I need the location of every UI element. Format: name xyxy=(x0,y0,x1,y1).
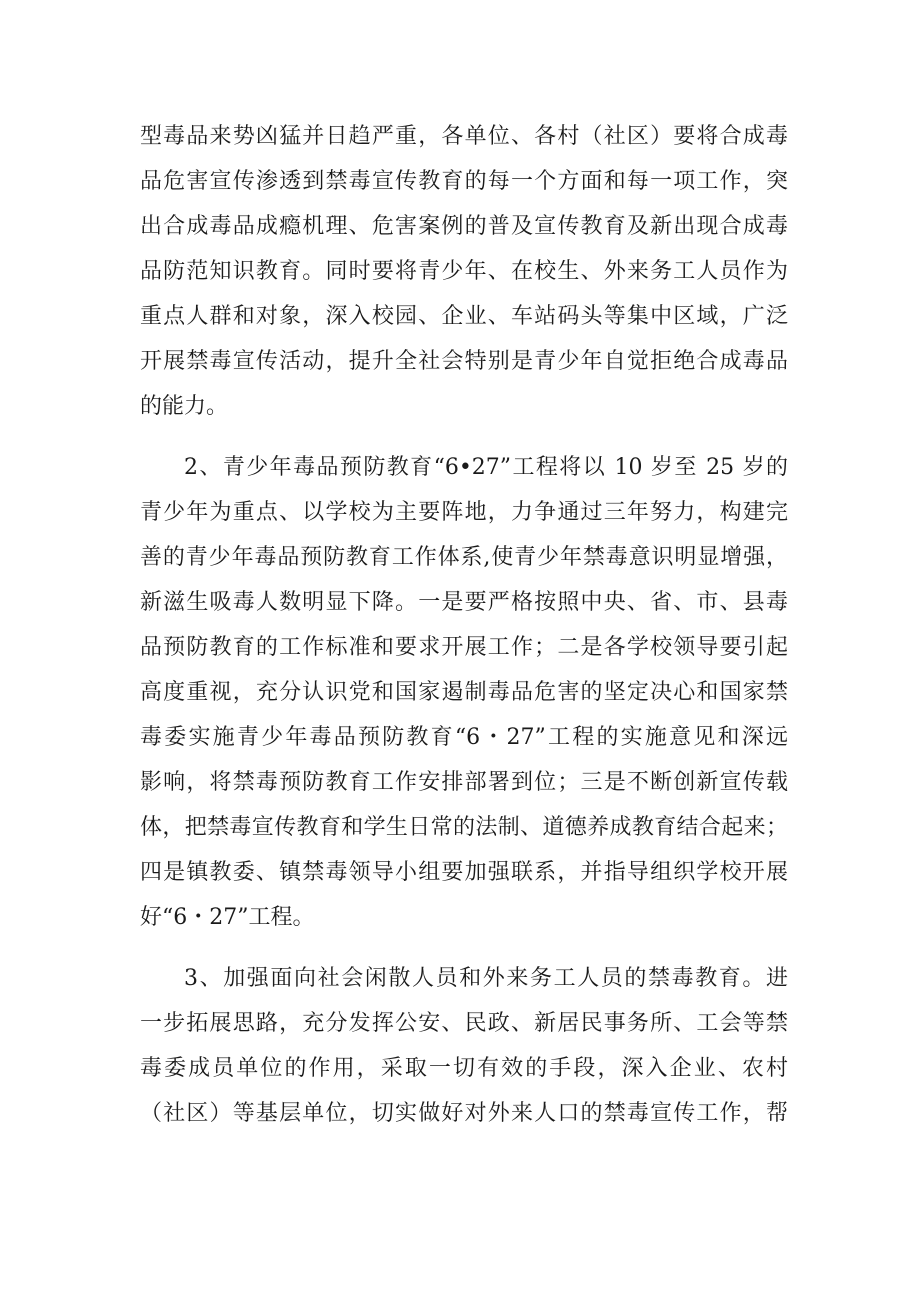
text-line: 影响，将禁毒预防教育工作安排部署到位；三是不断创新宣传载 xyxy=(140,770,788,795)
text-line: 开展禁毒宣传活动，提升全社会特别是青少年自觉拒绝合成毒品 xyxy=(140,349,788,374)
text-line: 出合成毒品成瘾机理、危害案例的普及宣传教育及新出现合成毒 xyxy=(140,214,788,239)
text-line: 高度重视，充分认识党和国家遏制毒品危害的坚定决心和国家禁 xyxy=(140,680,788,705)
text-line: 善的青少年毒品预防教育工作体系,使青少年禁毒意识明显增强， xyxy=(140,545,788,570)
text-line: 品预防教育的工作标准和要求开展工作；二是各学校领导要引起 xyxy=(140,635,788,660)
text-line: 体，把禁毒宣传教育和学生日常的法制、道德养成教育结合起来； xyxy=(140,815,788,840)
text-line: 好“6・27”工程。 xyxy=(140,905,315,930)
text-line: 毒委成员单位的作用，采取一切有效的手段，深入企业、农村 xyxy=(140,1056,788,1081)
text-line: 新滋生吸毒人数明显下降。一是要严格按照中央、省、市、县毒 xyxy=(140,590,788,615)
text-line: 毒委实施青少年毒品预防教育“6・27”工程的实施意见和深远 xyxy=(140,725,788,750)
text-line: 3、加强面向社会闲散人员和外来务工人员的禁毒教育。进 xyxy=(184,966,788,991)
text-line: 品防范知识教育。同时要将青少年、在校生、外来务工人员作为 xyxy=(140,259,788,284)
text-line: 的能力。 xyxy=(140,394,229,419)
text-line: 青少年为重点、以学校为主要阵地，力争通过三年努力，构建完 xyxy=(140,500,788,525)
text-line: 型毒品来势凶猛并日趋严重，各单位、各村（社区）要将合成毒 xyxy=(140,124,788,149)
text-line: 一步拓展思路，充分发挥公安、民政、新居民事务所、工会等禁 xyxy=(140,1011,788,1036)
text-line: （社区）等基层单位，切实做好对外来人口的禁毒宣传工作，帮 xyxy=(140,1101,788,1126)
text-line: 四是镇教委、镇禁毒领导小组要加强联系，并指导组织学校开展 xyxy=(140,860,788,885)
text-line: 2、青少年毒品预防教育“6•27”工程将以 10 岁至 25 岁的 xyxy=(184,455,788,480)
text-line: 品危害宣传渗透到禁毒宣传教育的每一个方面和每一项工作，突 xyxy=(140,169,788,194)
text-line: 重点人群和对象，深入校园、企业、车站码头等集中区域，广泛 xyxy=(140,304,788,329)
